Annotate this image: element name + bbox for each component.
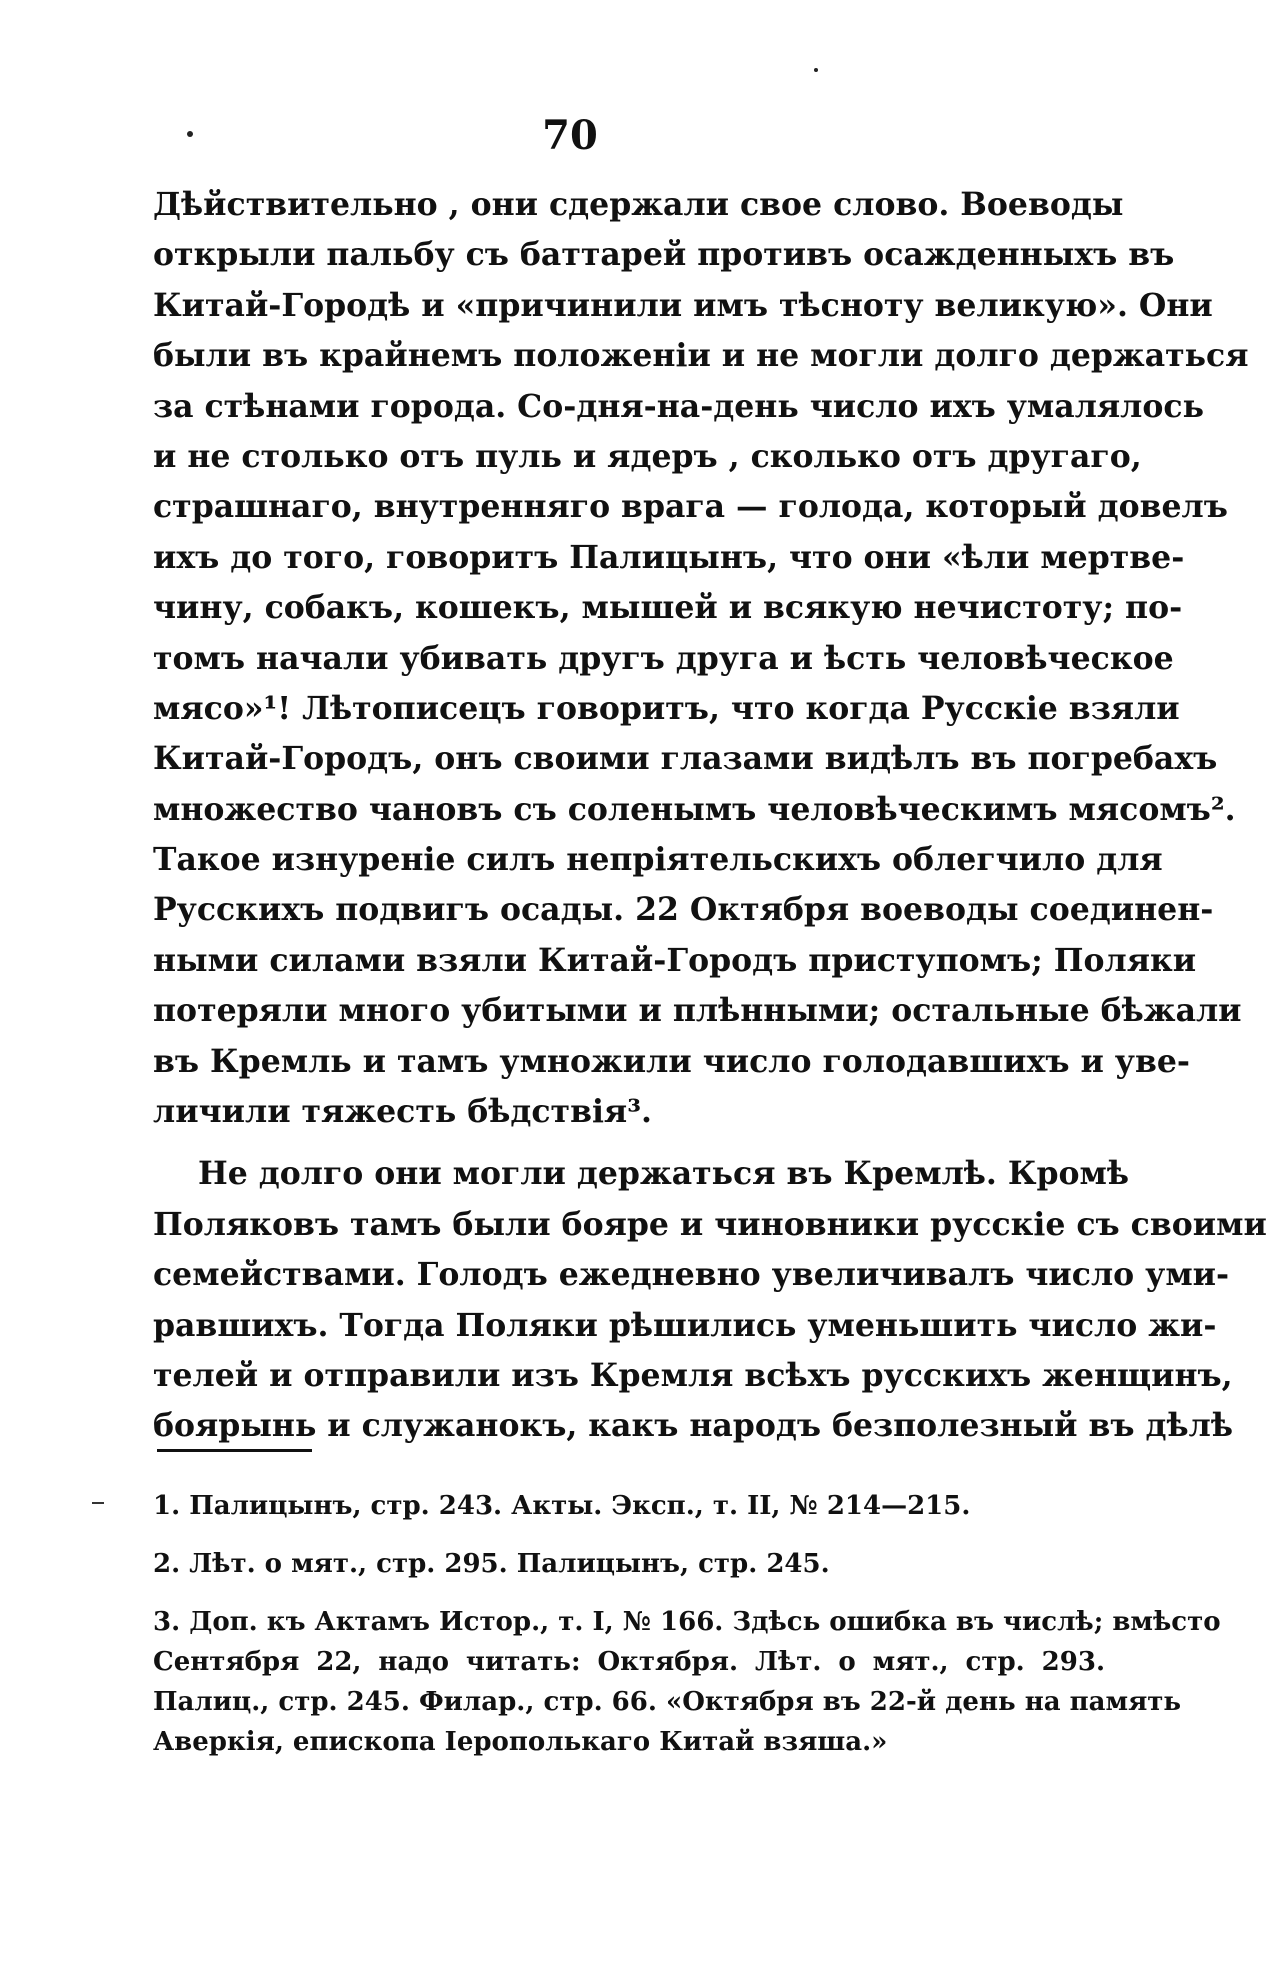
text-line: семействами. Голодъ ежедневно увеличивалъ число уми-	[153, 1256, 1230, 1294]
text-line: чину, собакъ, кошекъ, мышей и всякую нечистоту; по-	[153, 589, 1183, 627]
text-line: ными силами взяли Китай-Городъ приступомъ; Поляки	[153, 941, 1197, 979]
text-line: за стѣнами города. Со-дня-на-день число ихъ умалялось	[153, 387, 1204, 425]
text-line: были въ крайнемъ положенiи и не могли долго держаться	[153, 337, 1249, 375]
margin-mark	[92, 1502, 104, 1504]
footnote-3-line: 3. Доп. къ Актамъ Истор., т. I, № 166. Здѣсь ошибка въ числѣ; вмѣсто	[153, 1607, 1221, 1637]
footnote-3-line: Сентября 22, надо читать: Октября. Лѣт. о мят., стр. 293.	[153, 1647, 1105, 1677]
text-line: равшихъ. Тогда Поляки рѣшились уменьшить число жи-	[153, 1306, 1217, 1344]
footnotes	[153, 1486, 1221, 1762]
body-text	[153, 180, 1267, 1452]
footnote-separator	[157, 1449, 312, 1452]
text-line: Китай-Городъ, онъ своими глазами видѣлъ въ погребахъ	[153, 740, 1218, 778]
text-line: мясо»¹! Лѣтописецъ говоритъ, что когда Русскiе взяли	[153, 689, 1180, 727]
text-line: боярынь и служанокъ, какъ народъ безполезный въ дѣлѣ	[153, 1407, 1234, 1445]
margin-speck	[814, 68, 818, 72]
text-line: и не столько отъ пуль и ядеръ , сколько отъ другаго,	[153, 437, 1142, 475]
text-line: Поляковъ тамъ были бояре и чиновники русскiе съ своими	[153, 1205, 1267, 1243]
footnote-3-line: Палиц., стр. 245. Филар., стр. 66. «Октября въ 22-й день на память	[153, 1687, 1182, 1717]
text-line: Такое изнуренiе силъ непрiятельскихъ облегчило для	[153, 841, 1163, 879]
text-line: открыли пальбу съ баттарей противъ осажденныхъ въ	[153, 236, 1175, 274]
text-line: въ Кремль и тамъ умножили число голодавшихъ и уве-	[153, 1042, 1190, 1080]
text-line: томъ начали убивать другъ друга и ѣсть человѣческое	[153, 639, 1174, 677]
text-line: личили тяжесть бѣдствiя³.	[153, 1093, 652, 1131]
text-line: страшнаго, внутренняго врага — голода, который довелъ	[153, 488, 1228, 526]
text-line: потеряли много убитыми и плѣнными; остальные бѣжали	[153, 992, 1242, 1030]
paragraph-gap	[153, 1137, 1105, 1149]
footnote-2: 2. Лѣт. о мят., стр. 295. Палицынъ, стр. 245.	[153, 1549, 830, 1579]
text-line: Китай-Городѣ и «причинили имъ тѣсноту великую». Они	[153, 286, 1213, 324]
text-line: множество чановъ съ соленымъ человѣческимъ мясомъ².	[153, 790, 1236, 828]
footnote-1: 1. Палицынъ, стр. 243. Акты. Эксп., т. II, № 214—215.	[153, 1491, 971, 1521]
text-line: Русскихъ подвигъ осады. 22 Октября воеводы соединен-	[153, 891, 1214, 929]
page-number: 70	[542, 112, 598, 159]
text-line: Дѣйствительно , они сдержали свое слово. Воеводы	[153, 186, 1124, 223]
text-line: Не долго они могли держаться въ Кремлѣ. Кромѣ	[198, 1155, 1130, 1193]
text-line: ихъ до того, говоритъ Палицынъ, что они «ѣли мертве-	[153, 538, 1185, 576]
footnote-3-line: Аверкiя, епископа Iерополькаго Китай взяша.»	[153, 1727, 888, 1757]
text-line: телей и отправили изъ Кремля всѣхъ русскихъ женщинъ,	[153, 1356, 1233, 1394]
